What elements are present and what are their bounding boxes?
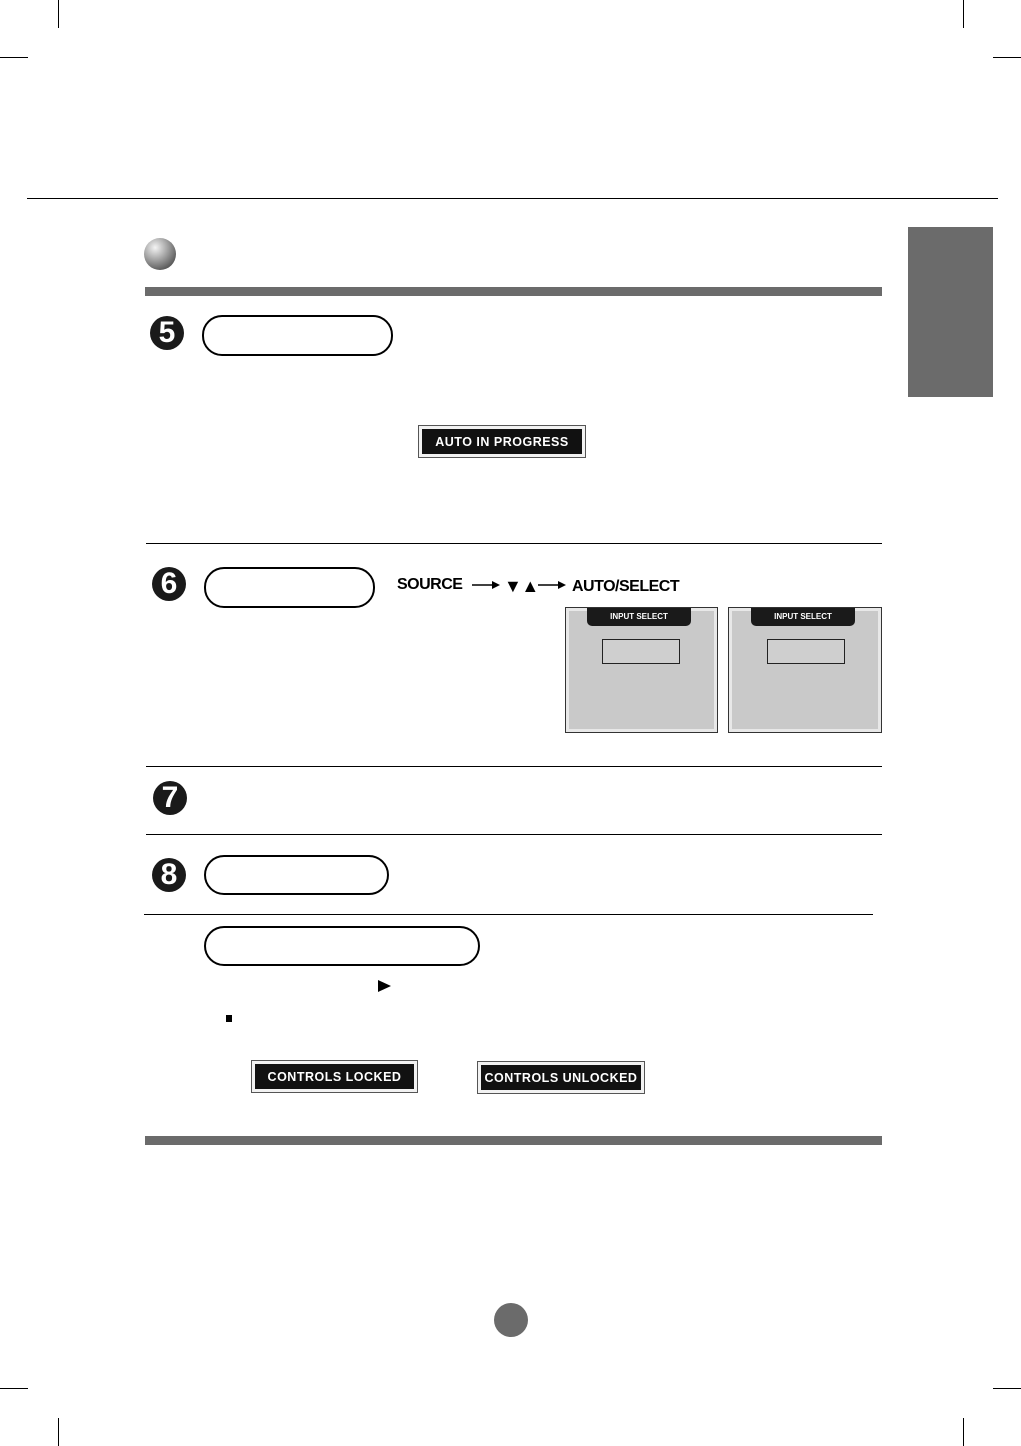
section-divider xyxy=(146,543,882,544)
arrow-right-icon xyxy=(472,578,500,592)
section-divider xyxy=(146,834,882,835)
step-7-number: 7 xyxy=(153,781,187,815)
input-select-title: INPUT SELECT xyxy=(587,608,691,626)
crop-mark xyxy=(58,0,59,28)
crop-mark xyxy=(963,0,964,28)
step-8-number: 8 xyxy=(152,858,186,892)
crop-mark xyxy=(963,1418,964,1446)
controls-locked-osd xyxy=(251,1060,418,1093)
auto-in-progress-text: AUTO IN PROGRESS xyxy=(422,429,582,454)
sub-section-divider xyxy=(144,914,873,915)
step-5-label-pill xyxy=(202,315,393,356)
top-thick-rule xyxy=(145,287,882,296)
auto-select-key-label: AUTO/SELECT xyxy=(572,578,680,595)
step-6-label-pill xyxy=(204,567,375,608)
controls-unlocked-osd xyxy=(477,1061,645,1094)
bullet-square-icon xyxy=(226,1015,232,1022)
down-up-keys-label: ▼▲ xyxy=(504,576,539,596)
section-tab xyxy=(908,227,993,397)
controls-locked-text: CONTROLS LOCKED xyxy=(255,1064,414,1089)
crop-mark xyxy=(0,57,28,58)
source-key-label: SOURCE xyxy=(397,576,463,593)
header-rule xyxy=(27,198,998,199)
input-select-panel xyxy=(728,607,882,733)
arrow-right-icon xyxy=(538,578,566,592)
crop-mark xyxy=(0,1388,28,1389)
bottom-thick-rule xyxy=(145,1136,882,1145)
crop-mark xyxy=(58,1418,59,1446)
step-8-label-pill xyxy=(204,855,389,895)
step-6-number: 6 xyxy=(152,567,186,601)
auto-in-progress-osd xyxy=(418,425,586,458)
controls-unlocked-text: CONTROLS UNLOCKED xyxy=(481,1065,641,1090)
input-option-box xyxy=(602,639,680,664)
page-number-circle xyxy=(494,1303,528,1337)
crop-mark xyxy=(993,1388,1021,1389)
input-option-box xyxy=(767,639,845,664)
crop-mark xyxy=(993,57,1021,58)
section-divider xyxy=(146,766,882,767)
input-select-title: INPUT SELECT xyxy=(751,608,855,626)
sub-label-pill xyxy=(204,926,480,966)
step-5-number: 5 xyxy=(150,316,184,350)
play-triangle-icon xyxy=(378,979,392,993)
input-select-panel xyxy=(565,607,718,733)
title-bullet-icon xyxy=(144,238,176,270)
